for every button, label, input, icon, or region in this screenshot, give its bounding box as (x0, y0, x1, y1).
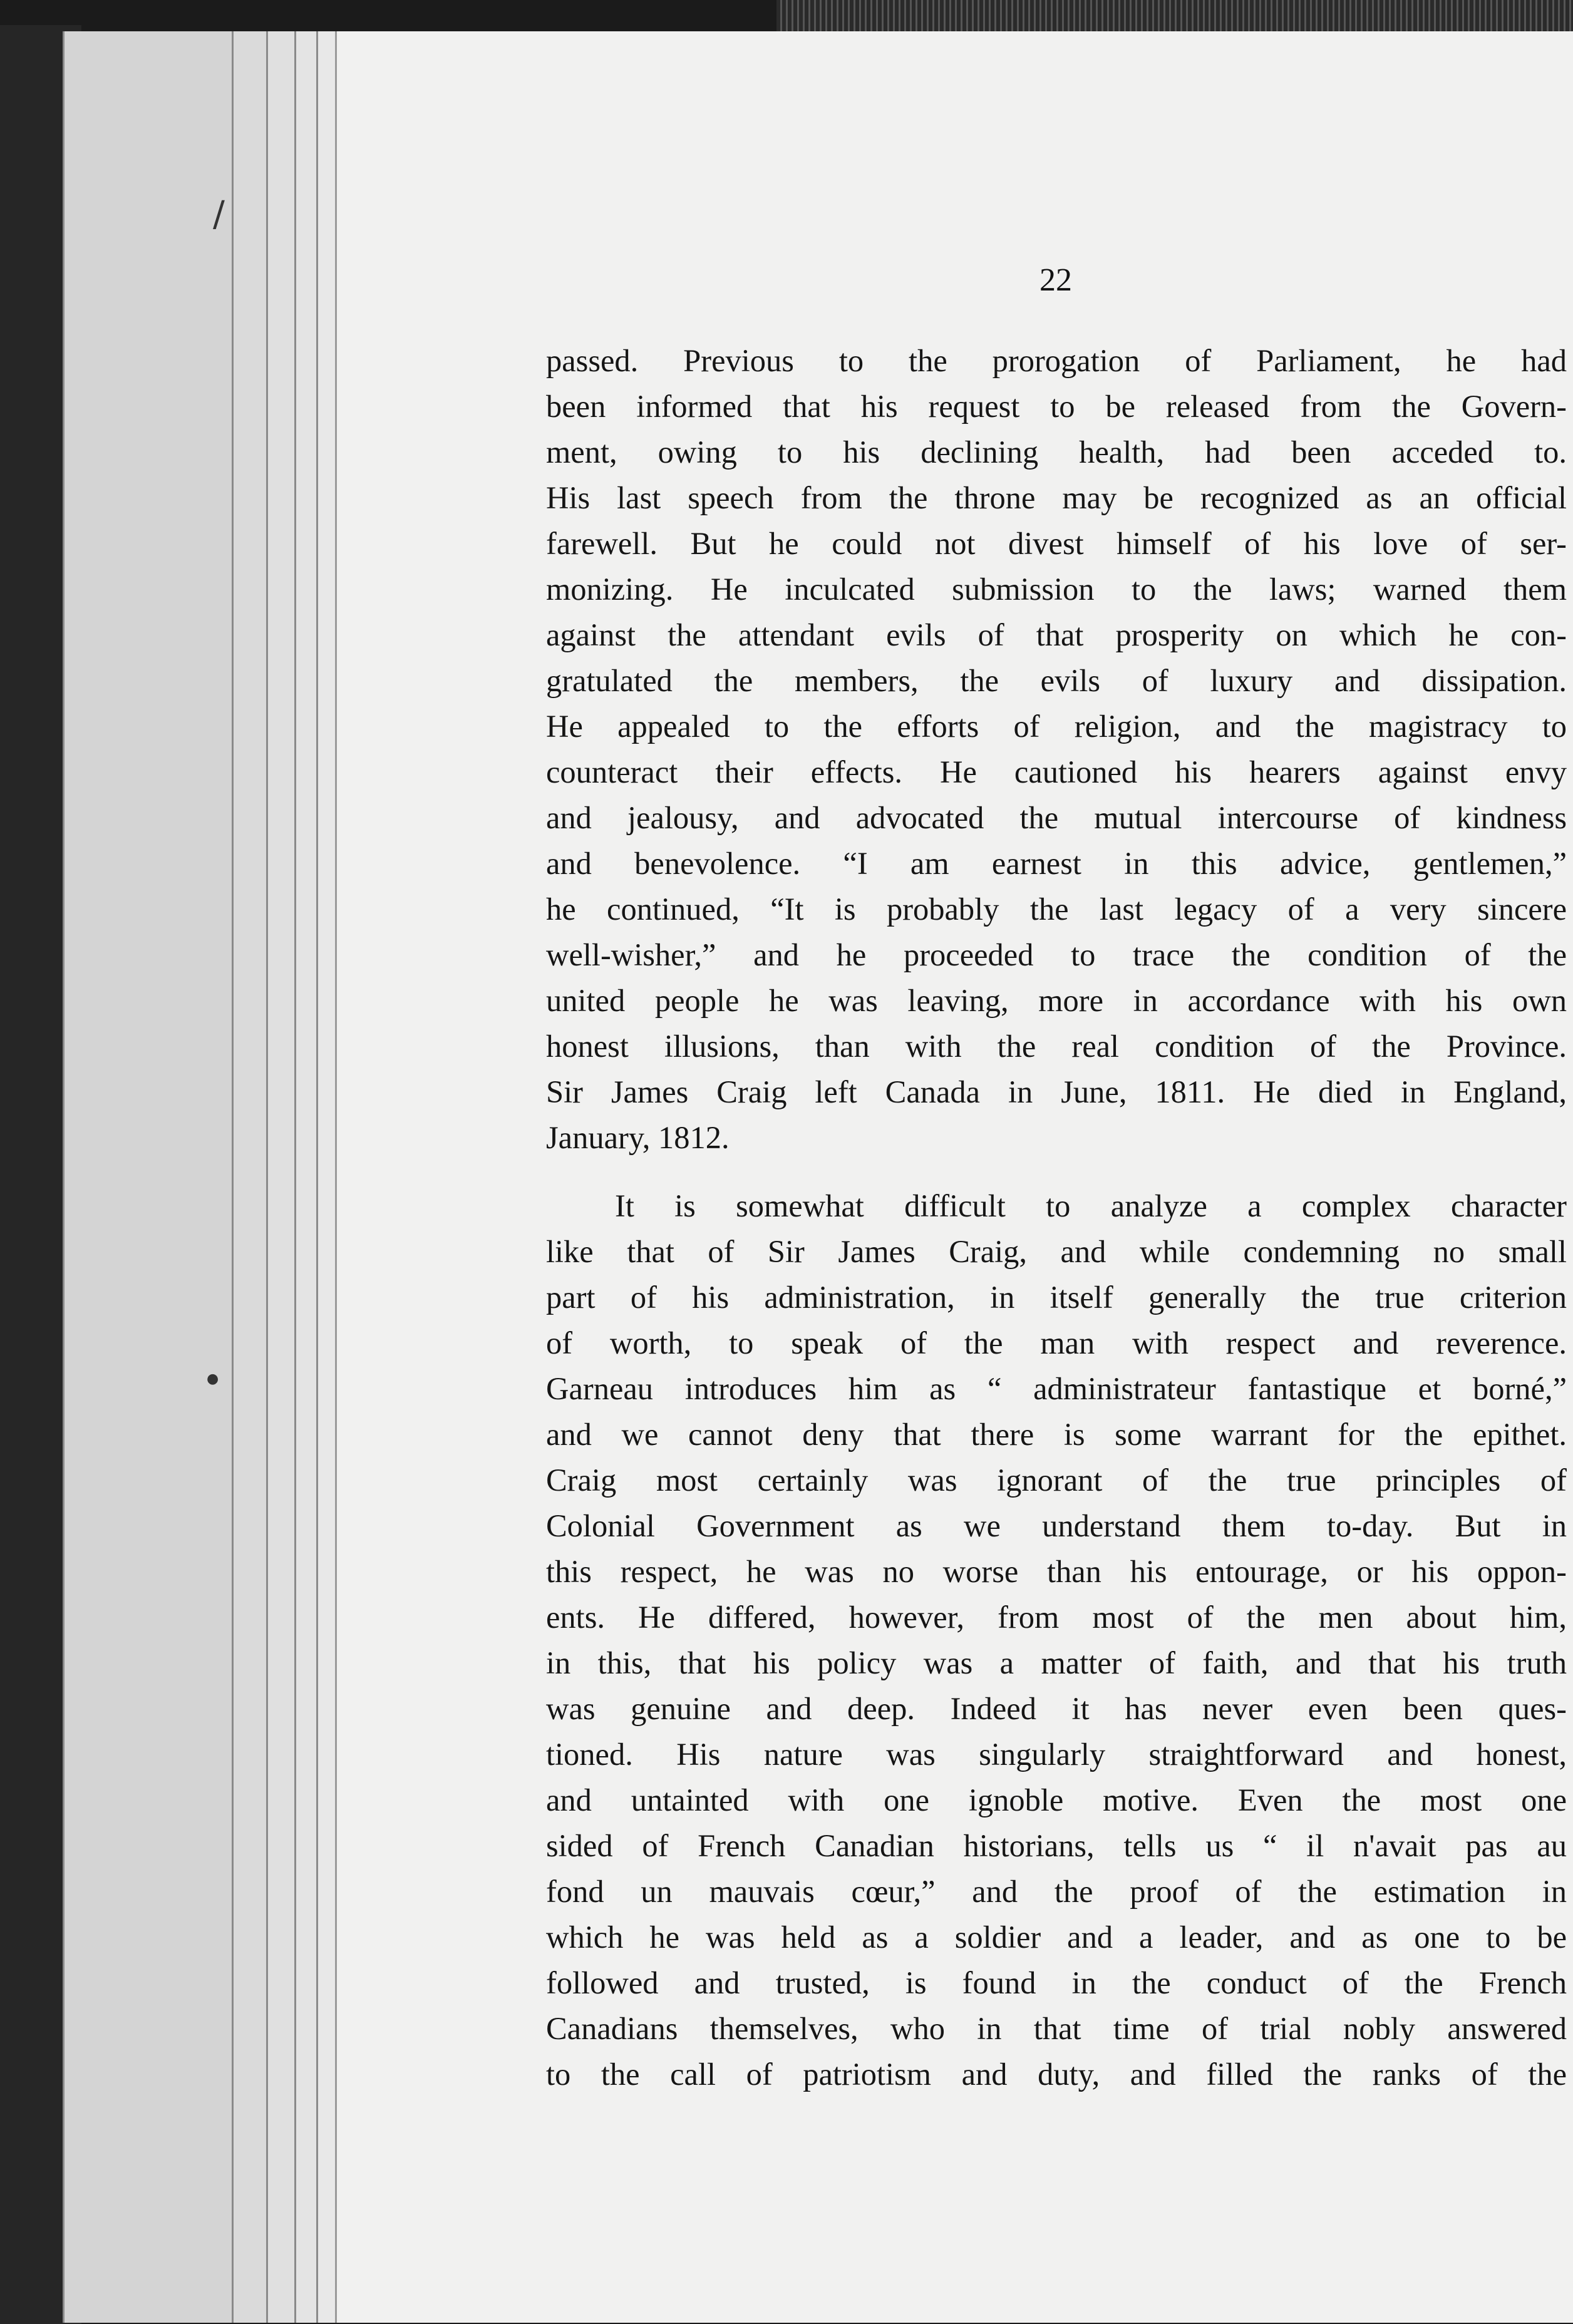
text-line-content: It is somewhat difficult to analyze a complex character (615, 1188, 1567, 1223)
text-line: sided of French Canadian historians, tells us “ il n'avait pas au (546, 1828, 1567, 1863)
text-line: Canadians themselves, who in that time of trial nobly answered (546, 2011, 1567, 2046)
text-line: which he was held as a soldier and a leader, and as one to be (546, 1920, 1567, 1955)
text-line: farewell. But he could not divest himself of his love of ser- (546, 526, 1567, 561)
text-line: ment, owing to his declining health, had been acceded to. (546, 434, 1567, 470)
text-line: like that of Sir James Craig, and while condemning no small (546, 1234, 1567, 1269)
text-line: and jealousy, and advocated the mutual intercourse of kindness (546, 800, 1567, 835)
scan-top-edge (776, 0, 1573, 33)
text-line: tioned. His nature was singularly straightforward and honest, (546, 1737, 1567, 1772)
text-line: monizing. He inculcated submission to the laws; warned them (546, 572, 1567, 607)
text-line: His last speech from the throne may be recognized as an official (546, 480, 1567, 515)
text-line: Craig most certainly was ignorant of the true principles of (546, 1463, 1567, 1498)
text-line (546, 1183, 1567, 1229)
text-line: ents. He differed, however, from most of the men about him, (546, 1600, 1567, 1635)
text-line: this respect, he was no worse than his entourage, or his oppon- (546, 1554, 1567, 1589)
text-line: and we cannot deny that there is some warrant for the epithet. (546, 1417, 1567, 1452)
text-line: part of his administration, in itself generally the true criterion (546, 1280, 1567, 1315)
text-line: he continued, “It is probably the last legacy of a very sincere (546, 892, 1567, 927)
text-line: gratulated the members, the evils of luxury and dissipation. (546, 663, 1567, 698)
ink-mark: ● (207, 1371, 219, 1387)
text-line: and untainted with one ignoble motive. Even the most one (546, 1782, 1567, 1818)
text-line: in this, that his policy was a matter of faith, and that his truth (546, 1645, 1567, 1680)
text-line: united people he was leaving, more in accordance with his own (546, 983, 1567, 1018)
text-line: Sir James Craig left Canada in June, 1811. He died in England, (546, 1074, 1567, 1109)
text-line: been informed that his request to be released from the Govern- (546, 389, 1567, 424)
paragraph (546, 338, 1567, 1161)
paragraph (546, 1183, 1567, 2097)
page-body (546, 338, 1567, 2097)
text-line: counteract their effects. He cautioned his hearers against envy (546, 754, 1567, 789)
text-line: against the attendant evils of that prosperity on which he con- (546, 617, 1567, 652)
text-line: honest illusions, than with the real condition of the Province. (546, 1029, 1567, 1064)
text-line: of worth, to speak of the man with respect and reverence. (546, 1325, 1567, 1360)
text-line: to the call of patriotism and duty, and filled the ranks of the (546, 2057, 1567, 2092)
text-line: fond un mauvais cœur,” and the proof of the estimation in (546, 1874, 1567, 1909)
text-line: well-wisher,” and he proceeded to trace the condition of the (546, 937, 1567, 972)
text-line: passed. Previous to the prorogation of Parliament, he had (546, 343, 1567, 378)
text-line: He appealed to the efforts of religion, and the magistracy to (546, 709, 1567, 744)
text-line: January, 1812. (546, 1120, 730, 1155)
text-line: and benevolence. “I am earnest in this advice, gentlemen,” (546, 846, 1567, 881)
page-number: 22 (1039, 262, 1072, 298)
ink-mark: / (213, 194, 225, 235)
text-line: followed and trusted, is found in the conduct of the French (546, 1965, 1567, 2000)
text-line: was genuine and deep. Indeed it has never even been ques- (546, 1691, 1567, 1726)
text-line: Colonial Government as we understand them to-day. But in (546, 1508, 1567, 1543)
text-line: Garneau introduces him as “ administrateur fantastique et borné,” (546, 1371, 1567, 1406)
